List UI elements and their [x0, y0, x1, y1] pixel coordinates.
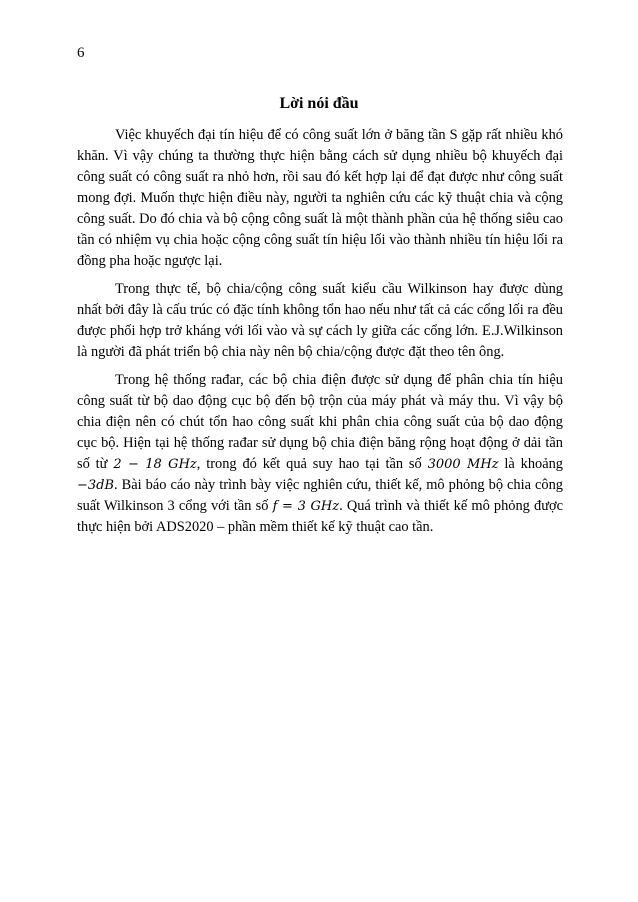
paragraph-wilkinson: Trong thực tế, bộ chia/cộng công suất kiểu cầu Wilkinson hay được dùng nhất bởi đây là cấu trúc có đặc tính không tổn hao nếu như tất cả các cổng lối ra đều được phối hợp trở kháng với lối vào và sự cách ly giữa các cổng lớn. E.J.Wilkinson là người đã phát triển bộ chia này nên bộ chia/cộng được đặt theo tên ông.	[77, 281, 563, 360]
math-attenuation: −3dB	[77, 478, 115, 493]
math-frequency-f: f = 3 GHz	[272, 499, 340, 514]
math-frequency-range: 2 − 18 GHz	[113, 457, 197, 472]
paragraph-radar-text-3: là khoảng	[498, 456, 564, 472]
page-number: 6	[77, 45, 85, 61]
paragraph-radar	[77, 370, 563, 538]
math-frequency-3000mhz: 3000 MHz	[427, 457, 499, 472]
paragraph-radar-text-1: Trong hệ thống rađar, các bộ chia điện được sử dụng để phân chia tín hiệu công suất từ bộ dao động cục bộ đến bộ trộn của máy phát và máy thu. Vì vậy bộ chia điện nên có chút tổn hao công suất khi phân chia công suất của bộ dao động cục bộ. Hiện tại hệ thống rađar sử dụng bộ chia điện băng rộng hoạt động ở dải tần số từ	[77, 372, 563, 472]
paragraph-radar-text-2: , trong đó kết quả suy hao tại tần số	[196, 456, 428, 472]
paragraph-radar-text-4: . Bài báo cáo này trình bày việc nghiên cứu, thiết kế, mô phỏng bộ chia công suất Wilkinson 3 cổng với tần số	[77, 477, 563, 514]
paragraph-radar-text-5: . Quá trình và thiết kế mô phỏng được thực hiện bởi ADS2020 – phần mềm thiết kế kỹ thuật cao tần.	[77, 498, 563, 535]
paragraph-intro: Việc khuyếch đại tín hiệu để có công suất lớn ở băng tần S gặp rất nhiều khó khăn. Vì vậy chúng ta thường thực hiện bằng cách sử dụng nhiều bộ khuyếch đại công suất có công suất ra nhỏ hơn, rồi sau đó kết hợp lại để đạt được như công suất mong đợi. Muốn thực hiện điều này, người ta nghiên cứu các kỹ thuật chia và cộng công suất. Do đó chia và bộ cộng công suất là một thành phần của hệ thống siêu cao tần có nhiệm vụ chia hoặc cộng công suất tín hiệu lối vào thành nhiều tín hiệu lối ra đồng pha hoặc ngược lại.	[77, 127, 563, 269]
page-title: Lời nói đầu	[279, 95, 359, 112]
document-body	[77, 125, 563, 545]
